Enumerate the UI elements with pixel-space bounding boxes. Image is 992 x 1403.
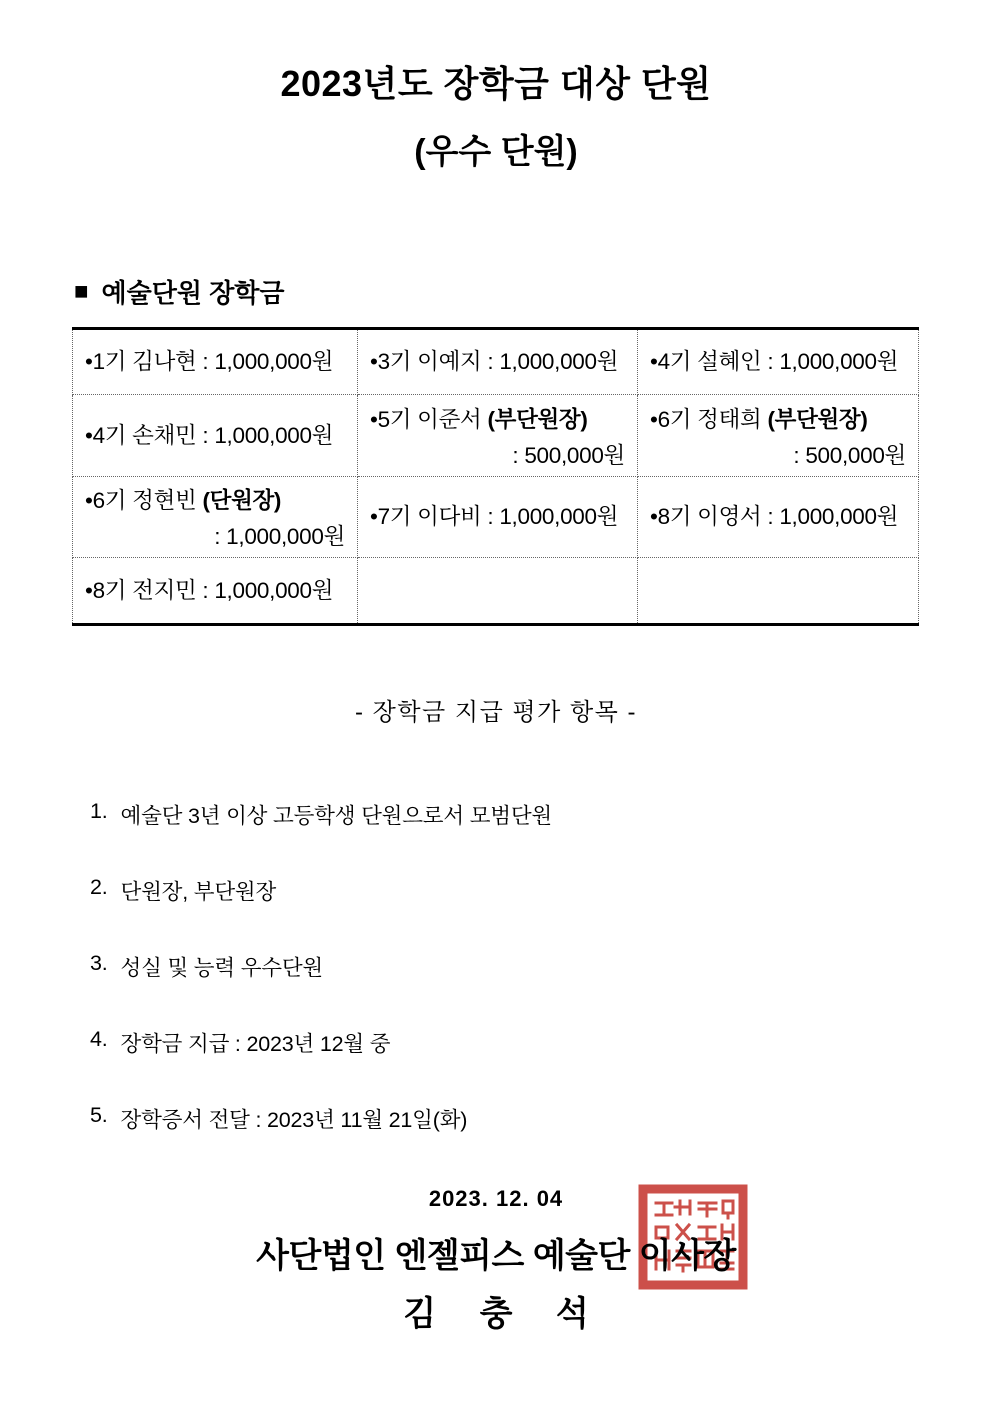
cell-text: •6기 정태희 — [650, 406, 768, 432]
footer-signer-name: 김 충 석 — [403, 1295, 589, 1333]
table-cell — [73, 477, 358, 558]
section-title: 예술단원 장학금 — [101, 278, 285, 308]
cell-amount-line: : 500,000원 — [512, 442, 625, 468]
item-number: 2. — [90, 875, 108, 899]
page-subtitle: (우수 단원) — [414, 133, 578, 171]
cell-text: •1기 김나현 : 1,000,000원 — [85, 349, 334, 374]
cell-text: •8기 전지민 : 1,000,000원 — [85, 577, 334, 603]
item-number: 3. — [90, 951, 108, 975]
list-item — [90, 875, 992, 906]
item-text: 예술단 3년 이상 고등학생 단원으로서 모범단원 — [120, 804, 552, 828]
table-cell — [73, 395, 358, 477]
cell-role-text: (단원장) — [202, 488, 282, 513]
cell-text: •4기 설혜인 : 1,000,000원 — [650, 349, 899, 374]
item-number: 4. — [90, 1027, 108, 1051]
cell-text: •5기 이준서 — [370, 406, 488, 432]
page-title: 2023년도 장학금 대상 단원 — [280, 63, 712, 104]
item-text: 장학금 지급 : 2023년 12월 중 — [120, 1032, 391, 1056]
table-row — [73, 395, 919, 477]
table-cell — [638, 395, 919, 477]
cell-role-text: (부단원장) — [487, 406, 588, 432]
list-item — [90, 1103, 992, 1134]
cell-amount-line: : 1,000,000원 — [214, 524, 345, 549]
item-text: 성실 및 능력 우수단원 — [120, 956, 323, 980]
list-item — [90, 1027, 992, 1058]
item-text: 단원장, 부단원장 — [120, 880, 277, 904]
scholarship-table — [72, 327, 919, 626]
evaluation-list — [90, 799, 992, 1134]
table-cell — [358, 329, 638, 395]
cell-text: •7기 이다비 : 1,000,000원 — [370, 504, 619, 529]
cell-role-text: (부단원장) — [767, 406, 868, 432]
list-item — [90, 951, 992, 982]
cell-text: •8기 이영서 : 1,000,000원 — [650, 504, 899, 529]
cell-amount-line: : 500,000원 — [793, 442, 906, 468]
table-row — [73, 477, 919, 558]
black-square-marker: ■ — [74, 277, 89, 305]
table-cell — [73, 329, 358, 395]
evaluation-heading: - 장학금 지급 평가 항목 - — [355, 699, 637, 726]
item-number: 5. — [90, 1103, 108, 1127]
cell-text: •6기 정현빈 — [85, 488, 203, 513]
item-text: 장학증서 전달 : 2023년 11월 21일(화) — [120, 1108, 468, 1132]
footer-date: 2023. 12. 04 — [428, 1186, 564, 1211]
list-item — [90, 799, 992, 830]
cell-text: •4기 손채민 : 1,000,000원 — [85, 422, 334, 448]
cell-text: •3기 이예지 : 1,000,000원 — [370, 349, 619, 374]
table-cell — [73, 558, 358, 625]
table-cell — [638, 558, 919, 625]
table-cell — [638, 477, 919, 558]
table-cell — [358, 395, 638, 477]
signature-block — [0, 1186, 992, 1335]
item-number: 1. — [90, 799, 108, 823]
table-row — [73, 558, 919, 625]
table-cell — [358, 558, 638, 625]
table-row — [73, 329, 919, 395]
section-header — [74, 273, 992, 310]
table-cell — [358, 477, 638, 558]
table-cell — [638, 329, 919, 395]
footer-org-title: 사단법인 엔젤피스 예술단 이사장 — [256, 1237, 736, 1275]
